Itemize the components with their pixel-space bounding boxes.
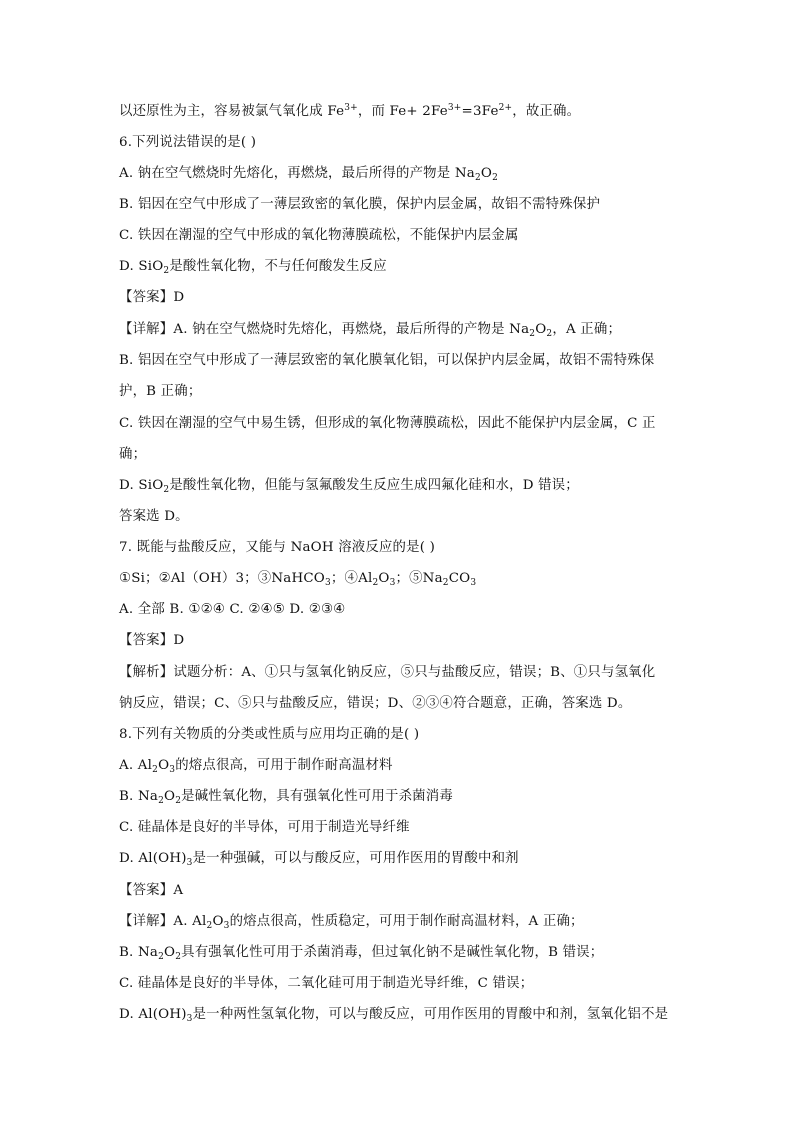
question-6-stem: 6.下列说法错误的是( ) [119,135,257,150]
question-8-option-b: B. $Na_2O_2$是碱性氧化物，具有强氧化性可用于杀菌消毒 [119,789,453,806]
question-6-option-b: B. 铝因在空气中形成了一薄层致密的氧化膜，保护内层金属，故铝不需特殊保护 [119,197,601,212]
question-8-stem: 8.下列有关物质的分类或性质与应用均正确的是( ) [119,727,420,742]
question-6-explanation-c: C. 铁因在潮湿的空气中易生锈，但形成的氧化物薄膜疏松，因此不能保护内层金属，C 正 [119,416,656,431]
question-7-options: A. 全部 B. ①②④ C. ②④⑤ D. ②③④ [119,602,346,617]
question-6-explanation-c-cont: 确； [119,447,147,462]
question-7-stem: 7. 既能与盐酸反应，又能与 NaOH 溶液反应的是( ) [119,540,436,555]
question-8-option-c: C. 硅晶体是良好的半导体，可用于制造光导纤维 [119,820,410,835]
question-6-explanation-b: B. 铝因在空气中形成了一薄层致密的氧化膜氧化铝，可以保护内层金属，故铝不需特殊保 [119,353,655,368]
question-8-answer: 【答案】A [119,883,184,898]
question-6-option-d: D. SiO$_2$是酸性氧化物，不与任何酸发生反应 [119,259,387,276]
text-line-1: 以还原性为主，容易被氯气氧化成 $Fe^{3+}$，而 $Fe+ 2Fe^{3+}=3Fe^{2+}$，故正确。 [119,103,581,119]
question-6-option-a: A. 钠在空气燃烧时先熔化，再燃烧，最后所得的产物是 $Na_2O_2$ [119,166,498,183]
question-8-explanation-d: D. $Al(OH)_3$是一种两性氢氧化物，可以与酸反应，可用作医用的胃酸中和剂，氢氧化铝不是 [119,1007,669,1024]
question-7-analysis: 【解析】试题分析：A、①只与氢氧化钠反应，⑤只与盐酸反应，错误；B、①只与氢氧化 [119,665,656,680]
question-7-answer: 【答案】D [119,633,185,648]
question-8-option-d: D. $Al(OH)_3$是一种强碱，可以与酸反应，可用作医用的胃酸中和剂 [119,851,519,868]
question-8-explanation-b: B. $Na_2O_2$具有强氧化性可用于杀菌消毒，但过氧化钠不是碱性氧化物，B 错误； [119,945,604,962]
question-6-option-c: C. 铁因在潮湿的空气中形成的氧化物薄膜疏松，不能保护内层金属 [119,228,519,243]
question-7-analysis-cont: 钠反应，错误；C、⑤只与盐酸反应，错误；D、②③④符合题意，正确，答案选 D。 [119,696,632,711]
question-6-explanation-b-cont: 护，B 正确； [119,384,202,399]
question-8-explanation-a: 【详解】A. $Al_2O_3$的熔点很高，性质稳定，可用于制作耐高温材料，A 正确； [119,914,584,931]
question-6-explanation-a: 【详解】A. 钠在空气燃烧时先熔化，再燃烧，最后所得的产物是 $Na_2O_2$，A 正确； [119,322,622,339]
question-6-answer: 【答案】D [119,290,185,305]
question-7-substances: ①Si；②Al（OH）3；③NaHCO$_3$；$④Al_2O_3$；$⑤Na_2CO_3$ [119,571,477,588]
question-8-option-a: A. $Al_2O_3$的熔点很高，可用于制作耐高温材料 [119,758,393,775]
question-6-conclusion: 答案选 D。 [119,509,189,524]
question-8-explanation-c: C. 硅晶体是良好的半导体，二氧化硅可用于制造光导纤维，C 错误； [119,976,534,991]
question-6-explanation-d: D. SiO$_2$是酸性氧化物，但能与氢氟酸发生反应生成四氟化硅和水，D 错误； [119,478,579,495]
